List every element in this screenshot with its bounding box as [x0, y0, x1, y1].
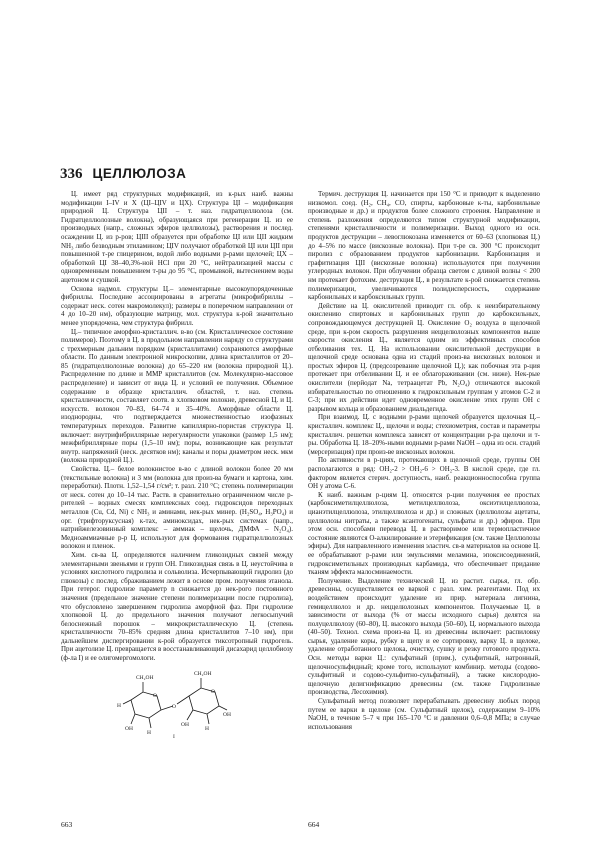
left-paragraph-2: Основа надмол. структуры Ц.– элементарные высокоупорядоченные фибриллы. Последние ассоциированы в агрегаты (микрофибриллы – содержат неск. сотен макромолекул); размеры в поперечном направлении от 4 до 10–20 нм), образующие матрицу, мол. структура к-рой значительно менее упорядочена, чем структура фибрилл.: [61, 284, 293, 327]
formula-label: I: [173, 733, 175, 740]
left-column: [61, 190, 293, 825]
left-paragraph-1: Ц. имеет ряд структурных модификаций, из к-рых наиб. важны модификации I–IV и X (ЦI–ЦIV и ЦX). Структура ЦI – модификация природной Ц. Структура ЦII – т. наз. гидратцеллюлоза (см. Гидратцеллюлозные волокна), образующаяся при регенерации Ц. из ее производных (напр., сложных эфиров целлюлозы), растворения и послед. осаждении Ц. из р-ров; ЦIII образуется при обработке ЦI или ЦII жидким NH₃ либо безводным этиламином; ЦIV получают обработкой ЦI или ЦII при повышенной т-ре глицерином, водой либо водными р-рами щелочей; ЦX – обработкой ЦI 38–40,3%-ной HCl при 20 °С, нейтрализацией массы с одновременным повышением т-ры до 95 °С, промывкой, вытеснением воды ацетоном и сушкой.: [61, 190, 293, 284]
ring-oxygen-right: O: [211, 688, 215, 695]
right-paragraph-1: Термич. деструкция Ц. начинается при 150 °С и приводит к выделению низкомол. соед. (H₂, CH₄, CO, спирты, карбоновые к-ты, карбонильные производные и др.) и продуктов более сложного строения. Направление и степень разложения определяются типом структурной модификации, степенями кристалличности и полимеризации. Выход одного из осн. продуктов деструкции – левоглюкозана изменяется от 60–63 (хлопковая Ц.) до 4–5% по массе (вискозные волокна). При т-ре св. 300 °С происходит пиролиз с образованием продуктов карбонизации. Карбонизация и графитизация ЦII (вискозные волокна) используются при получении углеродных волокон. При облучении образца светом с длиной волны < 200 нм протекает фотохим. деструкция Ц., в результате к-рой снижается степень полимеризации, увеличиваются полидисперсность, содержание карбонильных и карбоксильных групп.: [308, 190, 540, 302]
right-column: [308, 190, 540, 825]
oh-label-4: H: [205, 725, 209, 732]
right-paragraph-3: При взаимод. Ц. с водными р-рами щелочей образуется щелочная Ц.– кристаллич. комплекс Ц., щелочи и воды; стехиометрия, состав и параметры кристаллич. решетки комплекса зависят от концентрации р-ра щелочи и т-ры. Обработка Ц. 18–20%-ными водными р-рами NaOH – одна из осн. стадий (мерсеризация) при произ-ве вискозных волокон.: [308, 413, 540, 456]
oh-label-1: H: [117, 702, 121, 709]
right-paragraph-2: Действие на Ц. окислителей приводит гл. обр. к неизбирательному окислению спиртовых и карбонильных групп до карбоксильных, сопровождающемуся деструкцией Ц. Окисление O₂ воздуха в щелочной среде, при к-ром скорость разрушения неццелюлозных компонентов выше скорости окисления Ц., является одним из эффективных способов отбеливания тех. Ц. На использовании окислительной деструкции в щелочной среде основана одна из стадий произ-ва вискозных волокон и простых эфиров Ц. (предсозревание щелочной Ц.); как побочная эта р-ция протекает при отбеливании Ц. и ее облагораживании (см. ниже). Нек-рые окислители (перйодат Na, тетраацетат Pb, N₂O₄) отличаются высокой избирательностью по отношению к гидроксильным группам у атомов С-2 и С-3; при их действии идет одновременное окисление этих групп OH с разрывом кольца и образованием диальдегида.: [308, 301, 540, 413]
bridge-oxygen: O: [172, 703, 176, 710]
page-header: [60, 166, 540, 186]
cellobiose-structural-formula: [117, 666, 237, 740]
left-paragraph-3: Ц.– типичное аморфно-кристаллич. в-во (см. Кристаллическое состояние полимеров). Поэтому в Ц. в продольном направлении наряду со структурами с трехмерным дальним порядком (кристаллитами) сохраняются аморфные области. По данным электронной микроскопии, длина кристаллитов от 20–85 (гидратцеллюлозные волокна) до 65–220 нм (волокна природной Ц.). Распределение по длине и ММР кристаллитов (см. Молекулярно-массовое распределение) и зависит от вида Ц. и условий ее получения. Объемное содержание в образце кристаллич. областей, т. наз. степень кристалличности, составляет соотв. в хлопковом волокне, древесной Ц. и Ц. искусств. волокон 70–83, 64–74 и 35–40%. Аморфные области Ц. изоднородны, что подтверждается множественностью изофазных температурных переходов. Развитие капиллярно-пористая структура Ц. включает: внутрифибриллярные нерегулярности упаковки (размер 1,5 нм); межфибриллярные поры (1,5–10 нм); поры, возникающие как результат внутр. напряжений (неск. десятков нм); каналы и поры диаметром неск. мкм (волокна природной Ц.).: [61, 327, 293, 465]
page-number-left: 663: [61, 820, 73, 829]
left-paragraph-4: Свойства. Ц.– белое волокнистое в-во с длиной волокон более 20 мм (текстильные волокна) и 3 мм (волокна для произ-ва бумаги и картона, хим. переработки). Плотн. 1,52–1,54 г/см³; т. разл. 210 °С; степень полимеризации от неск. сотен до 10–14 тыс. Раств. в сравнительно ограниченном числе р-рителей – водных смесях комплексных соед. гидроксидов переходных металлов (Cu, Cd, Ni) с NH₃ и аминами, нек-рых минер. (H₂SO₄, H₃PO₄) и орг. (трифторуксусная) к-тах, аминоксидах, нек-рых системах (напр., натрийжелезовинный комплекс – аммиак – щелочь, ДМФА – N₂O₄). Медноаммиачные р-р Ц. используют для формования гидратцеллюлозных волокон и пленок.: [61, 465, 293, 551]
page-header-number: 336: [60, 166, 83, 182]
left-paragraph-5: Хим. св-ва Ц. определяются наличием гликозидных связей между элементарными звеньями и групп OH. Гликозидная связь в Ц. неустойчива в условиях кислотного гидролиза и сольволиза. Исчерпывающий гидролиз (до глюкозы) с послед. сбраживанием лежит в основе пром. получения этанола. При гетерог. гидролизе параметр n снижается до нек-рого постоянного значения (предельное значение степени полимеризации после гидролиза), что обусловлено завершением гидролиза аморфной фаз. При гидролизе хлопковой Ц. до предельного значения получают легкосыпучий белоснежный порошок – микрокристаллическую Ц. (степень кристалличности 70–85% средняя длина кристаллитов 7–10 нм), при дальнейшем диспергировании к-рой образуется тиксотропный гидрогель. При ацетолизе Ц. превращается в восстанавливающий дисахарид целлобиозу (ф-ла I) и ее олигомергомологи.: [61, 550, 293, 663]
ring-oxygen-left: O: [153, 692, 157, 699]
ch2oh-label-left: CH₂OH: [136, 674, 154, 681]
page-header-title: ЦЕЛЛЮЛОЗА: [92, 166, 187, 181]
right-paragraph-7: Сульфатный метод позволяет перерабатывать древесину любых пород путем ее варки в щелоке (см. Сульфатный щелок), содержащем 9–10% NaOH, в течение 5–7 ч при 165–170 °С и давлении 0,6–0,8 МПа; в случае использования: [308, 697, 540, 731]
right-paragraph-6: Получение. Выделение технической Ц. из растит. сырья, гл. обр. древесины, осуществляется ее варкой с разл. хим. реагентами. Под их воздействием происходит удаление из прир. материала лигнина, гемицеллюлоз и др. неццелюлозных компонентов. Получаемые Ц. в зависимости от выхода (% от массы исходного сырья) делятся на полуцеллюлозу (60–80), Ц. высокого выхода (50–60), Ц. нормального выхода (40–50). Технол. схема произ-ва Ц. из древесины включает: распиловку сырья, удаление коры, рубку в щепу и ее сортировку, варку Ц. в щелоке, удаление отработанного щелока, очистку, сушку и резку готового продукта. Осн. методы варки Ц.: сульфатный (прим.), сульфитный, натронный, щелочносульфидный; кроме того, используют комбинир. методы (содово-сульфитный и содово-сульфитно-сульфатный), а также кислородно-щелочную делигнификацию древесины (см. также Гидролизные производства, Лесохимия).: [308, 576, 540, 697]
oh-label-5: OH: [181, 721, 189, 728]
oh-label-2: OH: [125, 725, 133, 732]
oh-label-3: H: [147, 729, 151, 736]
right-paragraph-5: К наиб. важным р-циям Ц. относятся р-ции получения ее простых (карбоксиметилцеллюлоза, метилцеллюлоза, оксиэтилцеллюлоза, цианэтилцеллюлоза, этилцеллюлоза и др.) и сложных (целлюлозы ацетаты, целлюлозы нитраты, а также ксантогенаты, сульфаты и др.) эфиров. При этом осн. способами перевода Ц. в растворимое или термопластичное состояние являются О-алкилирование и этерификация (см. также Целлюлозы эфиры). Для направленного изменения эластич. св-в материалов на основе Ц. ее обрабатывают р-рами или эмульсиями меламина, эпоксисоединений, гидроксиметильных производных карбамида, что обеспечивает придание тканям эффекта малосминаемости.: [308, 490, 540, 577]
ch2oh-label-right: CH₂OH: [194, 670, 212, 677]
page-number-right: 664: [308, 820, 320, 829]
right-paragraph-4: По активности в р-циях, протекающих в щелочной среде, группы OH располагаются в ряд: OH₂-2 > OH₂-6 > OH₂-3. В кислой среде, где гл. фактором является стерич. доступность, наиб. реакционноспособна группа OH у атома С-6.: [308, 456, 540, 491]
oh-label-6: OH: [223, 711, 231, 718]
